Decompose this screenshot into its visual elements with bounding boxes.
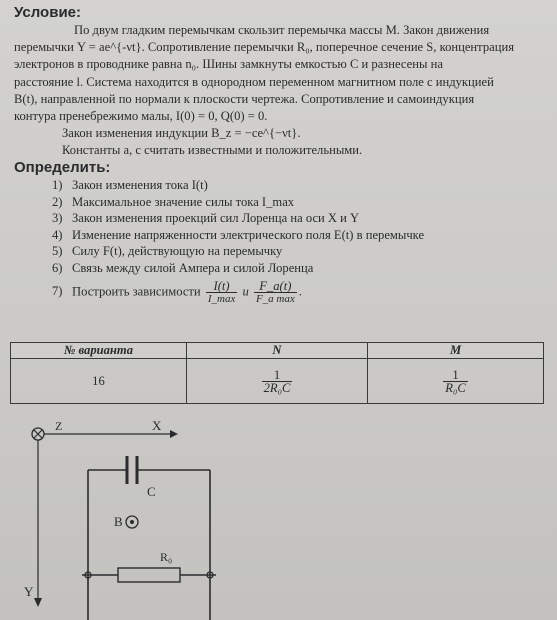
- condition-line: контура пренебрежимо малы, I(0) = 0, Q(0) = 0.: [14, 109, 268, 124]
- header-n: N: [186, 343, 367, 359]
- cell-m: $\frac{1}{\text{R₀C}}$: [368, 359, 544, 404]
- resistor: [118, 568, 180, 582]
- task-list: [52, 177, 522, 305]
- condition-line: По двум гладким перемычкам скользит перемычка массы M. Закон движения: [74, 23, 490, 37]
- task-item: 4) Изменение напряженности электрического поля E(t) в перемычке: [52, 227, 425, 242]
- x-axis-arrow-icon: [170, 430, 178, 438]
- z-axis-marker: [32, 428, 44, 440]
- condition-line: расстояние l. Система находится в однородном переменном магнитном поле с индукцией: [14, 74, 494, 89]
- capacitor: [127, 456, 137, 484]
- task-item: 5) Силу F(t), действующую на перемычку: [52, 244, 283, 258]
- circuit-diagram: [0, 408, 557, 620]
- task-item: 7) Построить зависимости $\frac{I(t)}{I\_\max}$ и $\frac{F\_a(t)}{\text{F\_a max}}$ .: [52, 279, 302, 305]
- cell-variant: 16: [11, 359, 187, 404]
- fraction-force: $\frac{F\_a(t)}{\text{F\_a max}}$: [255, 279, 295, 305]
- condition-line: Константы a, c считать известными и положительными.: [62, 143, 363, 158]
- y-axis-arrow-icon: [34, 598, 42, 607]
- task-item: 2) Максимальное значение силы тока I_max: [52, 194, 295, 209]
- condition-line: Закон изменения индукции B_z = −ce^{−νt}.: [62, 126, 301, 141]
- label-r: R₀: [160, 550, 173, 564]
- task-item: 6) Связь между силой Ампера и силой Лоренца: [52, 260, 314, 275]
- header-m: M: [368, 343, 544, 359]
- define-heading: Определить:: [14, 159, 111, 176]
- task-item: 3) Закон изменения проекций сил Лоренца на оси X и Y: [52, 211, 360, 225]
- variant-table: [10, 342, 544, 404]
- fraction-current: $\frac{I(t)}{I\_\max}$: [207, 279, 236, 305]
- condition-text: [14, 22, 540, 160]
- condition-heading: Условие:: [14, 4, 82, 21]
- condition-line: перемычки Y = ae^{-νt}. Сопротивление перемычки R₀, поперечное сечение S, концентрация: [14, 40, 514, 55]
- cell-n: $\frac{1}{\text{2R₀C}}$: [186, 359, 367, 404]
- task-item: 1) Закон изменения тока I(t): [52, 178, 208, 192]
- label-b: B: [114, 514, 123, 529]
- b-field-dot-icon: [126, 516, 138, 528]
- label-y: Y: [24, 584, 34, 599]
- condition-line: B(t), направленной по нормали к плоскости чертежа. Сопротивление и самоиндукция: [14, 91, 475, 106]
- label-x: X: [152, 418, 162, 433]
- condition-line: электронов в проводнике равна n₀. Шины замкнуты емкостью C и разнесены на: [14, 57, 443, 72]
- label-z: Z: [55, 419, 63, 433]
- label-c: C: [147, 484, 156, 499]
- header-variant: № варианта: [11, 343, 187, 359]
